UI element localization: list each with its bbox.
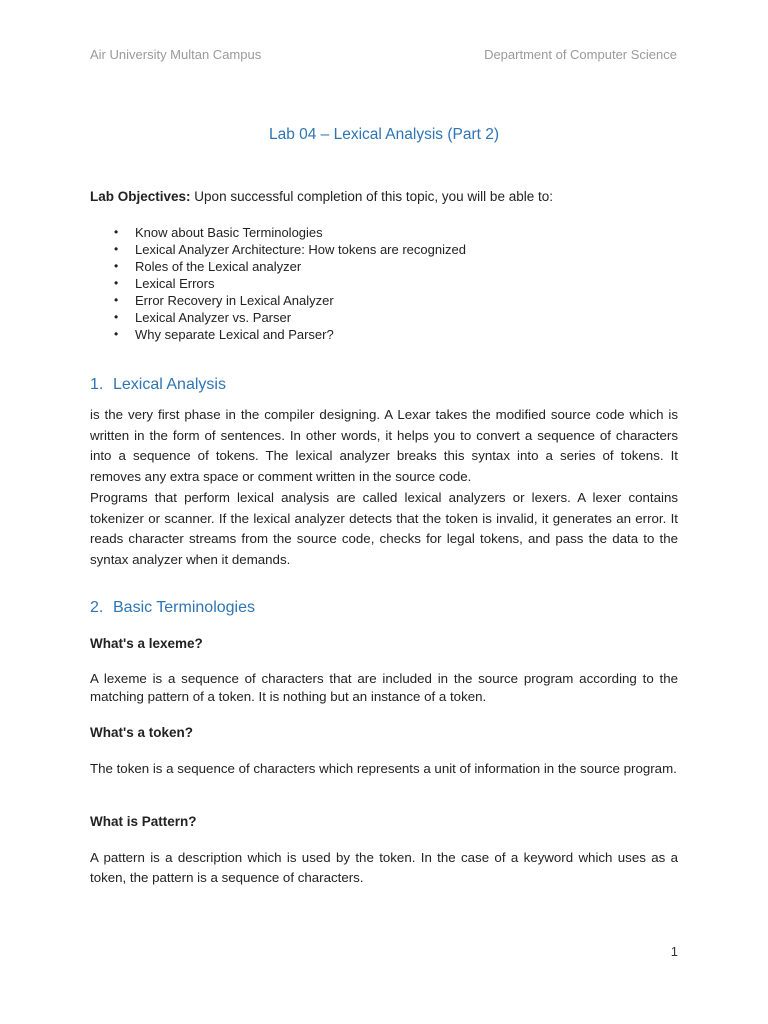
lexical-analysis-paragraph-1: is the very first phase in the compiler designing. A Lexar takes the modified source code which is written in the form of sentences. In other words, it helps you to convert a sequence of characters into a sequence of tokens. The lexical analyzer breaks this syntax into a series of tokens. It removes any extra space or comment written in the source code. [90, 407, 678, 484]
objectives-label: Lab Objectives: [90, 189, 191, 204]
lexeme-answer: A lexeme is a sequence of characters that are included in the source program according to the matching pattern of a token. It is nothing but an instance of a token. [90, 671, 678, 704]
lexical-analysis-paragraph-2: Programs that perform lexical analysis are called lexical analyzers or lexers. A lexer contains tokenizer or scanner. If the lexical analyzer detects that the token is invalid, it generates an error. It reads character streams from the source code, checks for legal tokens, and pass the data to the syntax analyzer when it demands. [90, 490, 678, 567]
objectives-intro: Upon successful completion of this topic, you will be able to: [190, 189, 553, 204]
lab-objectives [90, 189, 680, 204]
list-item: • Why separate Lexical and Parser? [90, 326, 680, 343]
page-title: Lab 04 – Lexical Analysis (Part 2) [268, 126, 500, 143]
section-title: Basic Terminologies [113, 599, 255, 616]
section-heading-basic-terminologies [90, 599, 255, 617]
section-title: Lexical Analysis [113, 376, 226, 393]
list-item: • Roles of the Lexical analyzer [90, 258, 680, 275]
list-item: • Lexical Analyzer Architecture: How tokens are recognized [90, 241, 680, 258]
list-item: • Error Recovery in Lexical Analyzer [90, 292, 680, 309]
section-number: 1. [90, 376, 104, 393]
header-university: Air University Multan Campus [90, 47, 262, 62]
token-question: What's a token? [90, 725, 193, 740]
section-heading-lexical-analysis [90, 376, 226, 394]
list-item: • Lexical Analyzer vs. Parser [90, 309, 680, 326]
section-number: 2. [90, 599, 104, 616]
objectives-list [90, 224, 680, 343]
list-item: • Lexical Errors [90, 275, 680, 292]
list-item: • Know about Basic Terminologies [90, 224, 680, 241]
lexeme-question: What's a lexeme? [90, 636, 203, 651]
pattern-question: What is Pattern? [90, 814, 197, 829]
header-department: Department of Computer Science [484, 47, 677, 62]
page-number: 1 [670, 944, 678, 959]
token-answer: The token is a sequence of characters which represents a unit of information in the source program. [90, 761, 677, 776]
pattern-answer: A pattern is a description which is used by the token. In the case of a keyword which uses as a token, the pattern is a sequence of characters. [90, 850, 678, 885]
